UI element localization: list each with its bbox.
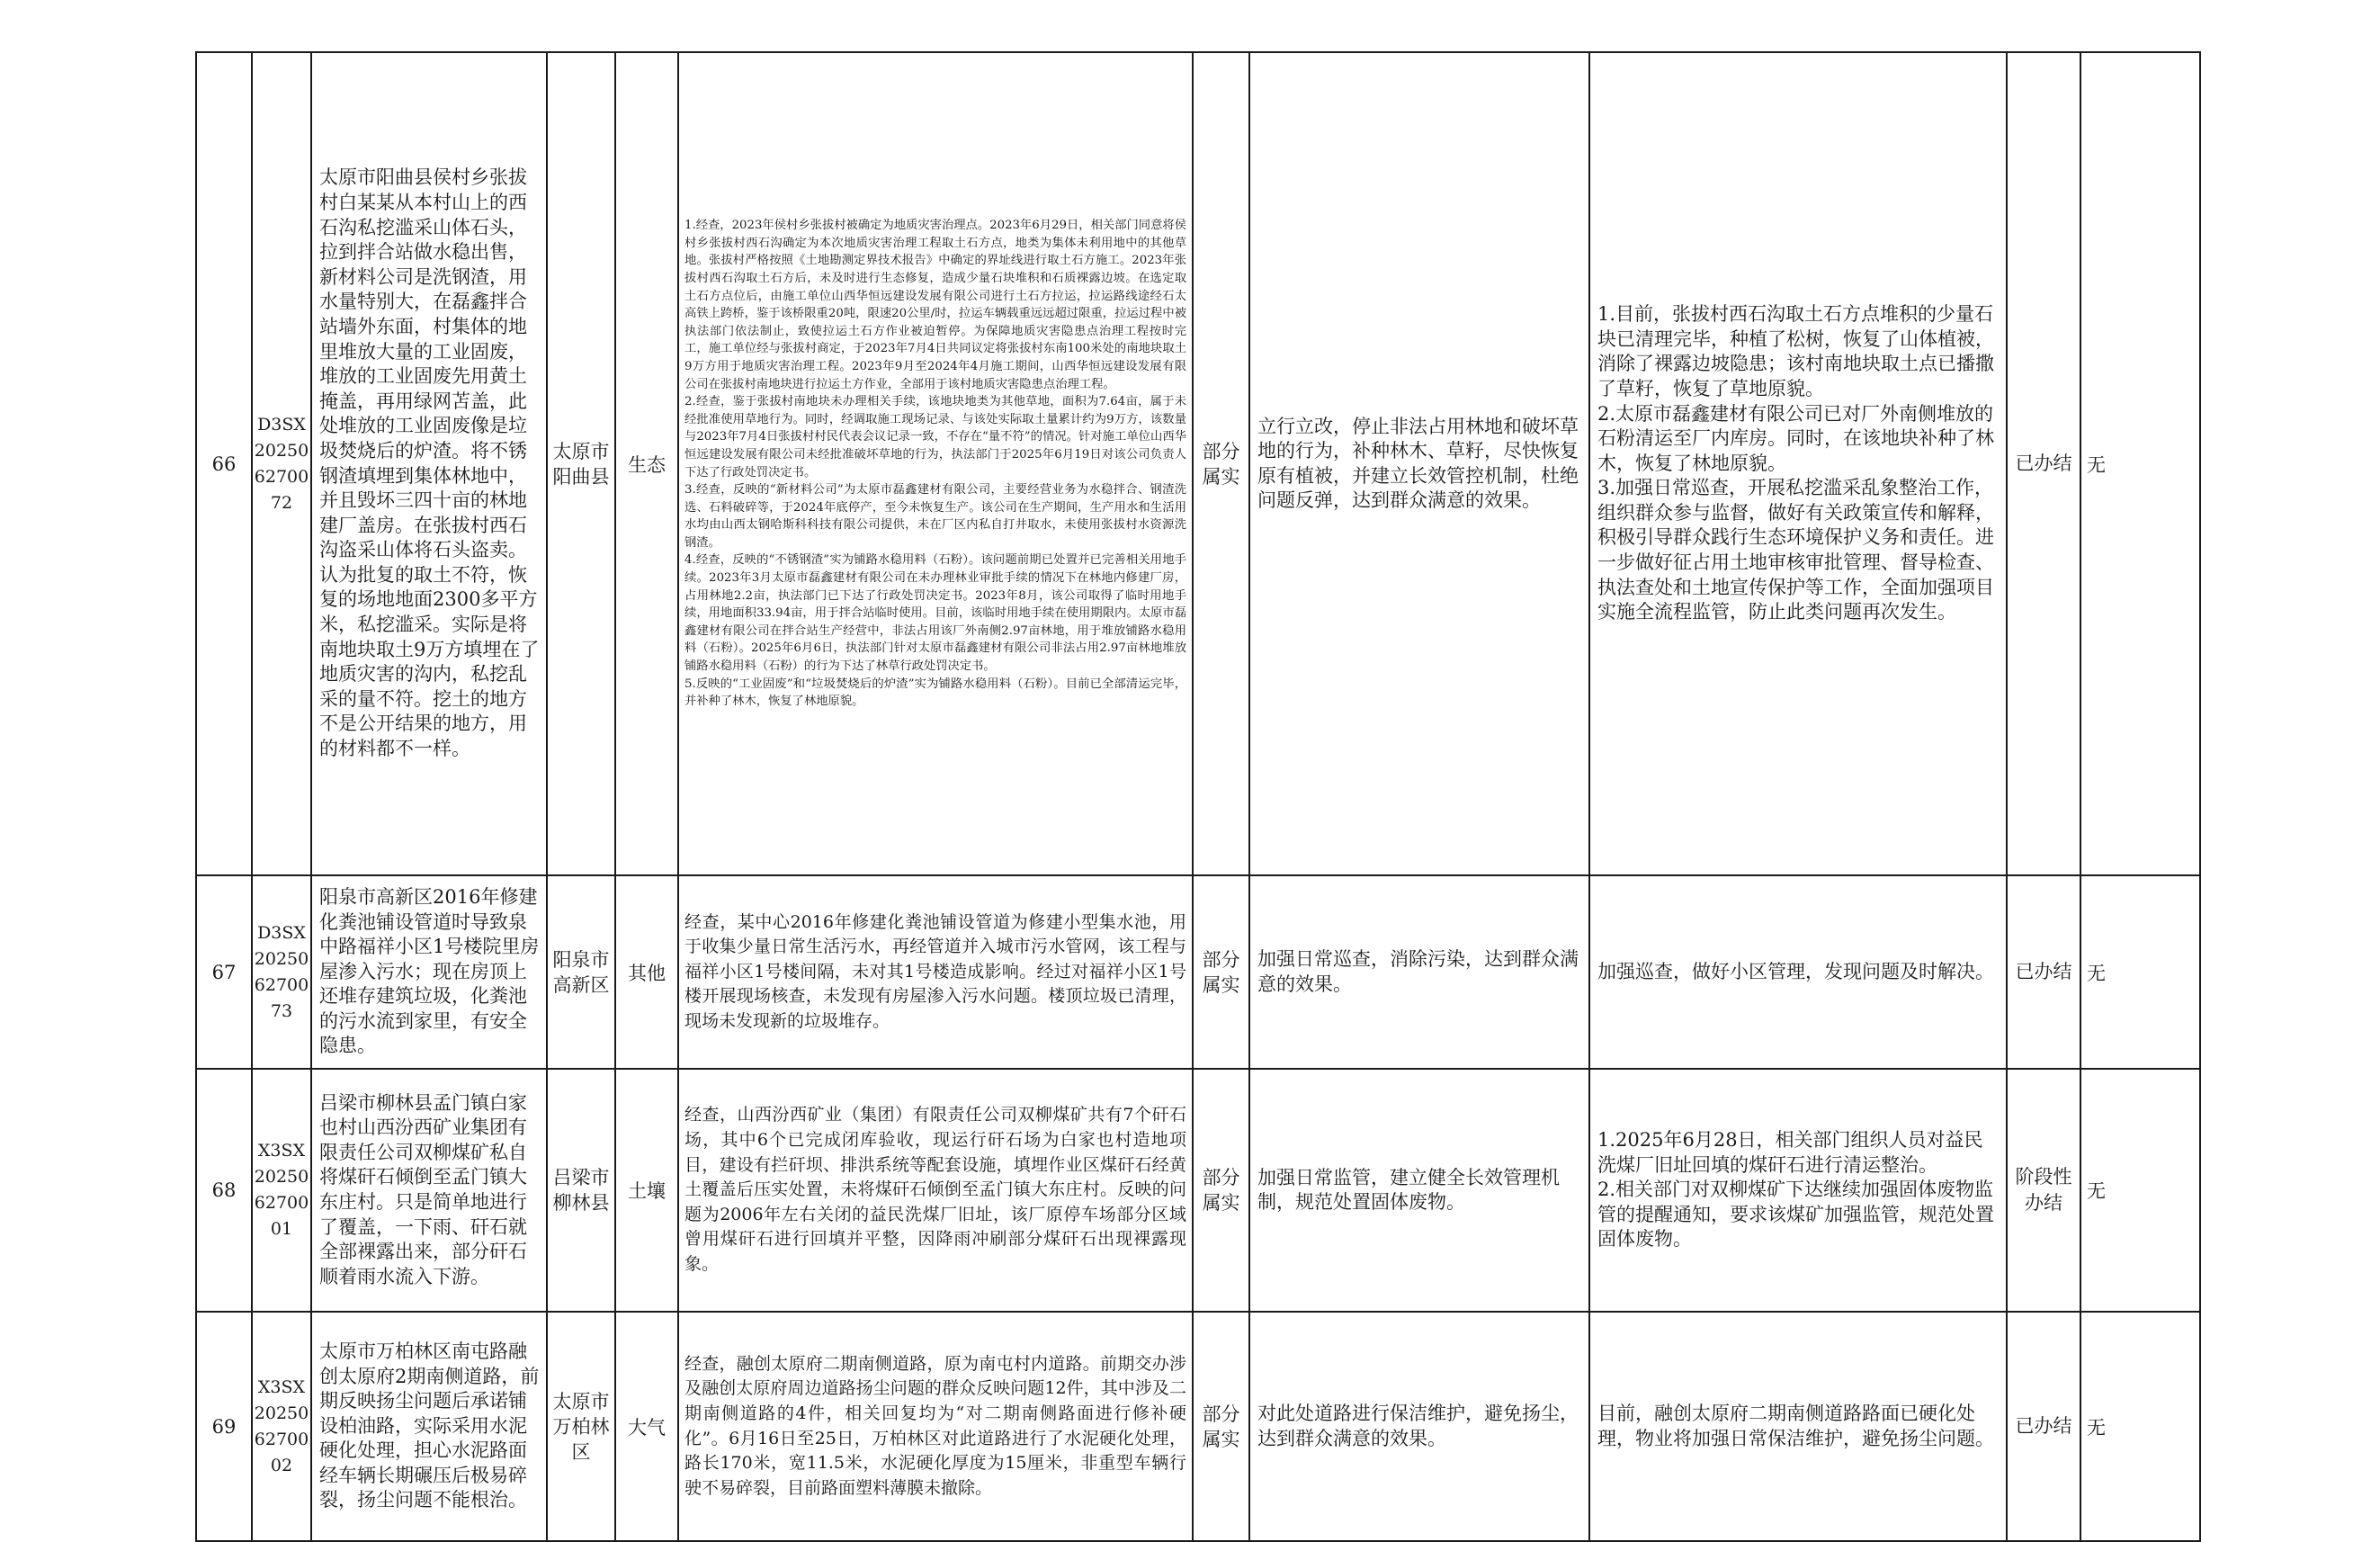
accountability: 无 <box>2080 52 2200 875</box>
investigation-paragraph: 经查，山西汾西矿业（集团）有限责任公司双柳煤矿共有7个矸石场，其中6个已完成闭库验收，现运行矸石场为白家也村造地项目，建设有拦矸坝、排洪系统等配套设施，填埋作业区煤矸石经黄土覆盖后压实处置，未将煤矸石倾倒至孟门镇大东庄村。反映的问题为2006年左右关闭的益民洗煤厂旧址，该厂原停车场部分区域曾用煤矸石进行回填并平整，因降雨冲刷部分煤矸石出现裸露现象。 <box>684 1105 1186 1274</box>
rectification-measures <box>1589 875 2007 1069</box>
accountability: 无 <box>2080 1312 2200 1541</box>
administrative-area: 太原市阳曲县 <box>547 52 615 875</box>
investigation-paragraph: 4.经查，反映的“不锈钢渣”实为铺路水稳用料（石粉）。该问题前期已处置并已完善相关用地手续。2023年3月太原市磊鑫建材有限公司在未办理林业审批手续的情况下在林地内修建厂房，占用林地2.2亩，执法部门已下达了行政处罚决定书。2023年8月，该公司取得了临时用地手续，用地面积33.94亩，用于拌合站临时使用。目前，该临时用地手续在使用期限内。太原市磊鑫建材有限公司在拌合站生产经营中，非法占用该厂外南侧2.97亩林地，用于堆放铺路水稳用料（石粉）。2025年6月6日，执法部门针对太原市磊鑫建材有限公司非法占用2.97亩林地堆放铺路水稳用料（石粉）的行为下达了林草行政处罚决定书。 <box>684 553 1186 674</box>
investigation-paragraph: 经查，某中心2016年修建化粪池铺设管道为修建小型集水池，用于收集少量日常生活污水，再经管道并入城市污水管网，该工程与福祥小区1号楼间隔，未对其1号楼造成影响。经过对福祥小区1号楼开展现场核查，未发现有房屋渗入污水问题。楼顶垃圾已清理，现场未发现新的垃圾堆存。 <box>684 911 1186 1031</box>
fact-verdict: 部分属实 <box>1193 875 1249 1069</box>
measure-item: 2.相关部门对双柳煤矿下达继续加强固体废物监管的提醒通知，要求该煤矿加强监管，规范处置固体废物。 <box>1597 1179 1994 1251</box>
rectification-goal: 加强日常监管，建立健全长效管理机制，规范处置固体废物。 <box>1249 1069 1589 1312</box>
complaint-description: 太原市万柏林区南屯路融创太原府2期南侧道路，前期反映扬尘问题后承诺铺设柏油路，实际采用水泥硬化处理，担心水泥路面经车辆长期碾压后极易碎裂，扬尘问题不能根治。 <box>311 1312 547 1541</box>
administrative-area: 吕梁市柳林县 <box>547 1069 615 1312</box>
accountability: 无 <box>2080 1069 2200 1312</box>
rectification-goal: 加强日常巡查，消除污染，达到群众满意的效果。 <box>1249 875 1589 1069</box>
table-row <box>196 1312 2200 1541</box>
case-code: X3SX202506270001 <box>252 1069 311 1312</box>
fact-verdict: 部分属实 <box>1193 1312 1249 1541</box>
measure-item: 2.太原市磊鑫建材有限公司已对厂外南侧堆放的石粉清运至厂内库房。同时，在该地块补种了林木，恢复了林地原貌。 <box>1597 402 1994 474</box>
pollution-type: 其他 <box>615 875 678 1069</box>
complaint-description: 阳泉市高新区2016年修建化粪池铺设管道时导致泉中路福祥小区1号楼院里房屋渗入污水；现在房顶上还堆存建筑垃圾，化粪池的污水流到家里，有安全隐患。 <box>311 875 547 1069</box>
rectification-measures <box>1589 1069 2007 1312</box>
investigation-findings <box>678 1312 1193 1541</box>
case-status: 阶段性办结 <box>2007 1069 2080 1312</box>
row-number: 67 <box>196 875 252 1069</box>
investigation-findings <box>678 875 1193 1069</box>
investigation-findings <box>678 52 1193 875</box>
row-number: 66 <box>196 52 252 875</box>
table-row <box>196 52 2200 875</box>
investigation-paragraph: 1.经查，2023年侯村乡张拔村被确定为地质灾害治理点。2023年6月29日，相关部门同意将侯村乡张拔村西石沟确定为本次地质灾害治理工程取土石方点，地类为集体未利用地中的其他草地。张拔村严格按照《土地勘测定界技术报告》中确定的界址线进行取土石方施工。2023年张拔村西石沟取土石方后，未及时进行生态修复，造成少量石块堆积和石质裸露边坡。在选定取土石方点位后，由施工单位山西华恒远建设发展有限公司进行土石方拉运，拉运路线途经石太高铁上跨桥，鉴于该桥限重20吨，限速20公里/时，拉运车辆载重远远超过限重，拉运过程中被执法部门依法制止，致使拉运土石方作业被迫暂停。为保障地质灾害隐患点治理工程按时完工，施工单位经与张拔村商定，于2023年7月4日共同议定将张拔村东南100米处的南地块取土9万方用于地质灾害治理工程。2023年9月至2024年4月施工期间，山西华恒远建设发展有限公司在张拔村南地块进行拉运土方作业，全部用于该村地质灾害隐患点治理工程。 <box>684 219 1186 391</box>
measure-item: 1.目前，张拔村西石沟取土石方点堆积的少量石块已清理完毕，种植了松树，恢复了山体植被，消除了裸露边坡隐患；该村南地块取土点已播撒了草籽，恢复了草地原貌。 <box>1597 303 1994 399</box>
investigation-paragraph: 3.经查，反映的“新材料公司”为太原市磊鑫建材有限公司，主要经营业务为水稳拌合、钢渣洗选、石料破碎等，于2024年底停产，至今未恢复生产。该公司在生产期间，生产用水和生活用水均由山西太钢哈斯科科技有限公司提供，未在厂区内私自打井取水，未使用张拔村水资源洗钢渣。 <box>684 483 1186 550</box>
table-row <box>196 1069 2200 1312</box>
accountability: 无 <box>2080 875 2200 1069</box>
measure-item: 1.2025年6月28日，相关部门组织人员对益民洗煤厂旧址回填的煤矸石进行清运整治。 <box>1597 1129 1983 1176</box>
complaint-description: 太原市阳曲县侯村乡张拔村白某某从本村山上的西石沟私挖滥采山体石头，拉到拌合站做水稳出售，新材料公司是洗钢渣，用水量特别大，在磊鑫拌合站墙外东面，村集体的地里堆放大量的工业固废，堆放的工业固废先用黄土掩盖，再用绿网苫盖，此处堆放的工业固废像是垃圾焚烧后的炉渣。将不锈钢渣填埋到集体林地中，并且毁坏三四十亩的林地建厂盖房。在张拔村西石沟盗采山体将石头盗卖。认为批复的取土不符，恢复的场地地面2300多平方米，私挖滥采。实际是将南地块取土9万方填埋在了地质灾害的沟内，私挖乱采的量不符。挖土的地方不是公开结果的地方，用的材料都不一样。 <box>311 52 547 875</box>
measure-item: 加强巡查，做好小区管理，发现问题及时解决。 <box>1597 960 1994 982</box>
case-code: D3SX202506270072 <box>252 52 311 875</box>
administrative-area: 阳泉市高新区 <box>547 875 615 1069</box>
pollution-type: 土壤 <box>615 1069 678 1312</box>
table-row <box>196 875 2200 1069</box>
rectification-measures <box>1589 1312 2007 1541</box>
investigation-paragraph: 2.经查，鉴于张拔村南地块未办理相关手续，该地块地类为其他草地，面积为7.64亩，属于未经批准使用草地行为。同时，经调取施工现场记录、与该处实际取土量累计约为9万方，该数量与2023年7月4日张拔村村民代表会议记录一致，不存在“量不符”的情况。针对施工单位山西华恒远建设发展有限公司未经批准破坏草地的行为，执法部门于2025年6月19日对该公司负责人下达了行政处罚决定书。 <box>684 395 1186 480</box>
administrative-area: 太原市万柏林区 <box>547 1312 615 1541</box>
pollution-type: 生态 <box>615 52 678 875</box>
measure-item: 3.加强日常巡查，开展私挖滥采乱象整治工作，组织群众参与监督，做好有关政策宣传和解释，积极引导群众践行生态环境保护义务和责任。进一步做好征占用土地审核审批管理、督导检查、执法查处和土地宣传保护等工作，全面加强项目实施全流程监管，防止此类问题再次发生。 <box>1597 477 1994 623</box>
rectification-measures <box>1589 52 2007 875</box>
case-code: D3SX202506270073 <box>252 875 311 1069</box>
case-status: 已办结 <box>2007 875 2080 1069</box>
rectification-goal: 立行立改，停止非法占用林地和破坏草地的行为，补种林木、草籽，尽快恢复原有植被，并建立长效管控机制，杜绝问题反弹，达到群众满意的效果。 <box>1249 52 1589 875</box>
rectification-goal: 对此处道路进行保洁维护，避免扬尘，达到群众满意的效果。 <box>1249 1312 1589 1541</box>
investigation-paragraph: 5.反映的“工业固废”和“垃圾焚烧后的炉渣”实为铺路水稳用料（石粉）。目前已全部清运完毕，并补种了林木，恢复了林地原貌。 <box>684 677 1186 709</box>
complaint-description: 吕梁市柳林县孟门镇白家也村山西汾西矿业集团有限责任公司双柳煤矿私自将煤矸石倾倒至孟门镇大东庄村。只是简单地进行了覆盖，一下雨、矸石就全部裸露出来，部分矸石顺着雨水流入下游。 <box>311 1069 547 1312</box>
case-status: 已办结 <box>2007 52 2080 875</box>
measure-item: 目前，融创太原府二期南侧道路路面已硬化处理，物业将加强日常保洁维护，避免扬尘问题。 <box>1597 1402 1994 1449</box>
row-number: 69 <box>196 1312 252 1541</box>
investigation-findings <box>678 1069 1193 1312</box>
row-number: 68 <box>196 1069 252 1312</box>
investigation-paragraph: 经查，融创太原府二期南侧道路，原为南屯村内道路。前期交办涉及融创太原府周边道路扬尘问题的群众反映问题12件，其中涉及二期南侧道路的4件，相关回复均为“对二期南侧路面进行修补硬化”。6月16日至25日，万柏林区对此道路进行了水泥硬化处理，路长170米，宽11.5米，水泥硬化厚度为15厘米，非重型车辆行驶不易碎裂，目前路面塑料薄膜未撤除。 <box>684 1353 1186 1498</box>
petition-table <box>195 51 2201 1542</box>
fact-verdict: 部分属实 <box>1193 1069 1249 1312</box>
fact-verdict: 部分属实 <box>1193 52 1249 875</box>
case-code: X3SX202506270002 <box>252 1312 311 1541</box>
pollution-type: 大气 <box>615 1312 678 1541</box>
case-status: 已办结 <box>2007 1312 2080 1541</box>
